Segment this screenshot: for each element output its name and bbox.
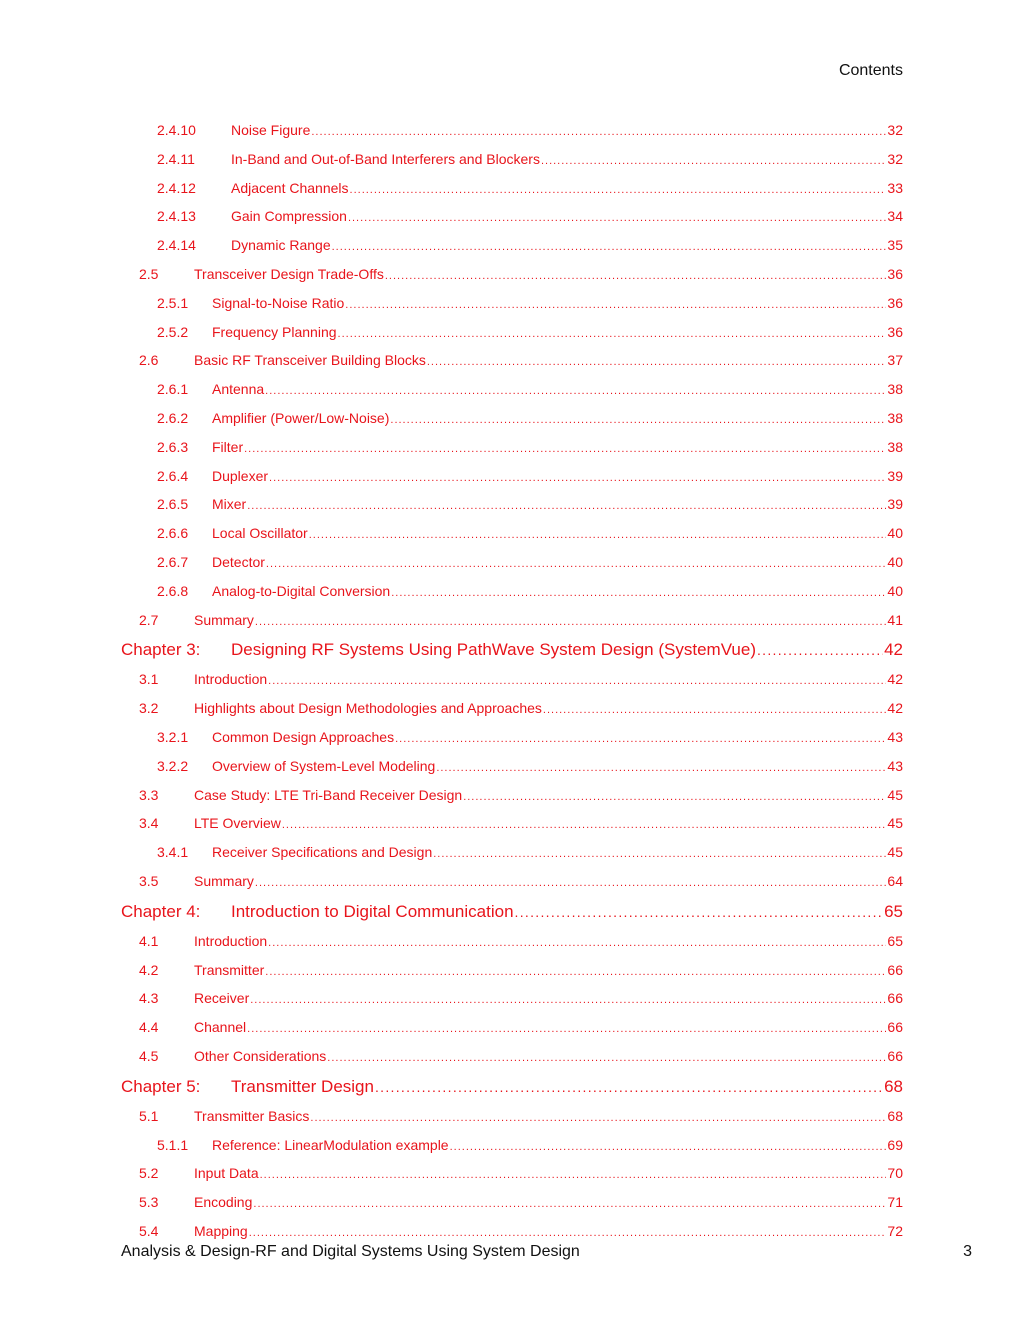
toc-entry-page: 42 (887, 700, 903, 717)
toc-entry[interactable] (0, 552, 903, 574)
footer-document-title: Analysis & Design-RF and Digital Systems Using System Design (121, 1243, 580, 1260)
toc-entry-title: Local Oscillator (212, 525, 308, 542)
toc-entry-page: 33 (887, 179, 903, 196)
toc-entry-number: 4.2 (139, 961, 159, 978)
toc-leader-dots (463, 787, 886, 807)
toc-chapter-entry[interactable] (0, 639, 903, 661)
toc-entry-page: 72 (887, 1223, 903, 1239)
toc-leader-dots (345, 295, 886, 315)
toc-entry-title: Mixer (212, 496, 247, 513)
toc-entry-title: Summary (194, 873, 254, 889)
toc-entry-title: Frequency Planning (212, 323, 337, 340)
toc-leader-dots (348, 208, 886, 228)
toc-entry-title: Analog-to-Digital Conversion (212, 582, 391, 599)
toc-entry-number: 2.4.10 (157, 122, 196, 138)
toc-entry-page: 70 (887, 1165, 903, 1182)
toc-entry[interactable] (0, 1017, 903, 1039)
toc-entry-number: 5.1 (139, 1107, 159, 1124)
toc-entry-title: Receiver (194, 990, 250, 1007)
toc-entry[interactable] (0, 931, 903, 953)
toc-entry-title: Introduction to Digital Communication (231, 901, 514, 921)
toc-entry-page: 38 (887, 381, 903, 398)
toc-entry-title: LTE Overview (194, 815, 281, 832)
toc-entry-page: 32 (887, 150, 903, 167)
page-header-title: Contents (838, 62, 903, 79)
toc-leader-dots (265, 381, 886, 401)
toc-entry-page: 45 (887, 815, 903, 832)
toc-leader-dots (255, 873, 887, 893)
toc-entry-page: 66 (887, 990, 903, 1007)
toc-entry-title: Filter (212, 438, 244, 455)
toc-entry-page: 36 (887, 294, 903, 311)
toc-entry-title: Overview of System-Level Modeling (212, 757, 436, 774)
toc-entry-page: 40 (887, 554, 903, 570)
toc-entry-number: 3.2.1 (157, 729, 189, 745)
toc-entry-page: 68 (884, 1076, 903, 1096)
toc-entry[interactable] (0, 264, 903, 286)
toc-entry-title: Transmitter Basics (194, 1107, 310, 1124)
toc-entry-number: 2.5 (139, 266, 159, 282)
toc-entry[interactable] (0, 842, 903, 864)
toc-entry-title: Dynamic Range (231, 237, 331, 254)
toc-entry-title: Case Study: LTE Tri-Band Receiver Design (194, 786, 463, 803)
toc-entry-page: 37 (887, 352, 903, 369)
toc-entry-page: 43 (887, 729, 903, 745)
toc-entry-page: 36 (887, 266, 903, 282)
toc-entry[interactable] (0, 756, 903, 778)
toc-entry-number: Chapter 5: (121, 1076, 201, 1096)
toc-entry-page: 38 (887, 438, 903, 455)
toc-entry-page: 45 (887, 844, 903, 861)
toc-leader-dots (515, 901, 884, 923)
toc-leader-dots (282, 815, 887, 835)
toc-entry-title: Transceiver Design Trade-Offs (194, 266, 384, 282)
toc-leader-dots (541, 151, 886, 171)
toc-entry[interactable] (0, 1163, 903, 1185)
toc-entry-number: 2.6.8 (157, 582, 189, 599)
toc-entry-number: 3.4.1 (157, 844, 189, 861)
toc-entry-title: Common Design Approaches (212, 729, 395, 745)
toc-leader-dots (249, 1223, 887, 1243)
toc-entry-page: 45 (887, 786, 903, 803)
toc-leader-dots (390, 410, 886, 430)
toc-entry[interactable] (0, 610, 903, 632)
toc-entry-title: Amplifier (Power/Low-Noise) (212, 410, 390, 426)
toc-entry-number: 4.4 (139, 1019, 159, 1036)
toc-entry-number: 4.3 (139, 990, 159, 1007)
toc-entry[interactable] (0, 988, 903, 1010)
toc-entry[interactable] (0, 1221, 903, 1243)
toc-leader-dots (253, 1194, 886, 1214)
toc-entry[interactable] (0, 466, 903, 488)
toc-entry-number: 2.6.6 (157, 525, 189, 542)
toc-entry-page: 41 (887, 611, 903, 628)
toc-entry-page: 42 (887, 671, 903, 688)
toc-entry-page: 66 (887, 1048, 903, 1064)
toc-leader-dots (433, 844, 886, 864)
toc-leader-dots (310, 1108, 886, 1128)
toc-entry[interactable] (0, 178, 903, 200)
toc-entry-number: 2.7 (139, 611, 159, 628)
toc-entry-number: 5.1.1 (157, 1136, 189, 1153)
toc-entry-page: 66 (887, 1019, 903, 1036)
toc-leader-dots (309, 525, 887, 545)
toc-entry-number: 2.4.14 (157, 237, 196, 254)
toc-entry-page: 65 (884, 901, 903, 921)
toc-entry-number: 3.3 (139, 786, 159, 803)
toc-entry-number: 2.6.1 (157, 381, 189, 398)
toc-entry[interactable] (0, 1135, 903, 1157)
toc-leader-dots (395, 729, 886, 749)
toc-entry-number: 2.6.5 (157, 496, 189, 513)
toc-leader-dots (436, 758, 886, 778)
toc-entry-number: 3.1 (139, 671, 159, 688)
toc-entry[interactable] (0, 408, 903, 430)
toc-entry-page: 68 (887, 1107, 903, 1124)
toc-entry-number: 5.2 (139, 1165, 159, 1182)
toc-entry-page: 39 (887, 467, 903, 484)
toc-entry-page: 39 (887, 496, 903, 513)
toc-entry-page: 38 (887, 410, 903, 426)
toc-leader-dots (327, 1048, 886, 1068)
toc-entry-page: 35 (887, 237, 903, 254)
toc-entry[interactable] (0, 293, 903, 315)
toc-leader-dots (338, 324, 887, 344)
toc-entry[interactable] (0, 1046, 903, 1068)
toc-entry-number: 3.2.2 (157, 757, 189, 774)
toc-entry-number: 2.5.2 (157, 323, 189, 340)
toc-entry-number: Chapter 4: (121, 901, 201, 921)
toc-entry-title: Signal-to-Noise Ratio (212, 294, 345, 311)
toc-entry-number: 2.4.11 (157, 150, 195, 167)
toc-leader-dots (269, 468, 886, 488)
toc-entry[interactable] (0, 581, 903, 603)
toc-entry[interactable] (0, 1106, 903, 1128)
toc-entry-number: 2.5.1 (157, 294, 189, 311)
toc-entry-page: 34 (887, 208, 903, 225)
toc-leader-dots (385, 266, 887, 286)
toc-entry-number: 3.5 (139, 873, 159, 889)
toc-entry-number: Chapter 3: (121, 640, 201, 660)
toc-leader-dots (247, 496, 886, 516)
toc-entry-number: 4.1 (139, 932, 159, 949)
toc-entry-page: 40 (887, 525, 903, 542)
toc-leader-dots (265, 962, 886, 982)
toc-entry-title: Highlights about Design Methodologies and Approaches (194, 700, 542, 717)
toc-entry[interactable] (0, 235, 903, 257)
toc-entry-title: Basic RF Transceiver Building Blocks (194, 352, 426, 369)
toc-entry-title: Antenna (212, 381, 265, 398)
toc-entry-number: 2.6.3 (157, 438, 189, 455)
toc-entry[interactable] (0, 437, 903, 459)
toc-leader-dots (266, 554, 887, 574)
toc-entry-title: Mapping (194, 1223, 248, 1239)
toc-entry-title: Transmitter (194, 961, 265, 978)
toc-leader-dots (332, 237, 887, 257)
toc-leader-dots (450, 1137, 887, 1157)
toc-leader-dots (255, 612, 887, 632)
toc-entry-page: 32 (887, 122, 903, 138)
toc-leader-dots (247, 1019, 886, 1039)
toc-entry[interactable] (0, 149, 903, 171)
toc-leader-dots (244, 439, 886, 459)
toc-entry-page: 69 (887, 1136, 903, 1153)
toc-entry[interactable] (0, 960, 903, 982)
toc-entry-title: Designing RF Systems Using PathWave System Design (SystemVue) (231, 640, 756, 660)
toc-entry[interactable] (0, 1192, 903, 1214)
toc-leader-dots (427, 352, 887, 372)
toc-entry-title: Introduction (194, 671, 268, 688)
toc-entry[interactable] (0, 379, 903, 401)
toc-entry[interactable] (0, 523, 903, 545)
toc-entry-page: 40 (887, 582, 903, 599)
toc-leader-dots (391, 583, 886, 603)
toc-chapter-entry[interactable] (0, 901, 903, 923)
toc-leader-dots (350, 180, 887, 200)
toc-entry[interactable] (0, 494, 903, 516)
toc-entry-title: Summary (194, 611, 254, 628)
toc-entry[interactable] (0, 669, 903, 691)
toc-entry-title: Adjacent Channels (231, 179, 349, 196)
toc-entry-page: 71 (887, 1194, 903, 1211)
toc-entry-title: Receiver Specifications and Design (212, 844, 433, 861)
toc-leader-dots (250, 990, 886, 1010)
toc-entry-page: 42 (884, 640, 903, 660)
toc-entry-page: 66 (887, 961, 903, 978)
toc-leader-dots (757, 639, 883, 661)
toc-entry-title: Encoding (194, 1194, 253, 1211)
toc-entry-number: 2.6.4 (157, 467, 189, 484)
toc-entry-number: 3.2 (139, 700, 159, 717)
toc-entry-title: Gain Compression (231, 208, 347, 225)
toc-entry[interactable] (0, 727, 903, 749)
toc-entry-title: Reference: LinearModulation example (212, 1136, 449, 1153)
toc-entry-title: Transmitter Design (231, 1076, 374, 1096)
toc-leader-dots (268, 671, 886, 691)
toc-leader-dots (311, 122, 886, 142)
toc-entry[interactable] (0, 120, 903, 142)
toc-chapter-entry[interactable] (0, 1076, 903, 1098)
toc-entry-number: 2.4.13 (157, 208, 196, 225)
toc-entry-title: Other Considerations (194, 1048, 327, 1064)
toc-entry-page: 43 (887, 757, 903, 774)
toc-entry[interactable] (0, 322, 903, 344)
toc-leader-dots (543, 700, 887, 720)
toc-entry-number: 5.4 (139, 1223, 159, 1239)
toc-entry-page: 36 (887, 323, 903, 340)
toc-entry-number: 2.6 (139, 352, 159, 369)
toc-entry-page: 65 (887, 932, 903, 949)
toc-entry[interactable] (0, 698, 903, 720)
toc-entry[interactable] (0, 350, 903, 372)
toc-entry-title: Detector (212, 554, 265, 570)
toc-entry-number: 4.5 (139, 1048, 159, 1064)
toc-entry[interactable] (0, 206, 903, 228)
toc-leader-dots (260, 1165, 887, 1185)
toc-entry-number: 2.6.2 (157, 410, 189, 426)
toc-entry-page: 64 (887, 873, 903, 889)
toc-entry-number: 2.6.7 (157, 554, 189, 570)
toc-entry-title: Input Data (194, 1165, 259, 1182)
toc-entry-title: In-Band and Out-of-Band Interferers and Blockers (231, 150, 540, 167)
toc-entry[interactable] (0, 813, 903, 835)
toc-entry-title: Duplexer (212, 467, 269, 484)
toc-entry[interactable] (0, 871, 903, 893)
toc-entry-number: 2.4.12 (157, 179, 196, 196)
toc-entry-title: Channel (194, 1019, 247, 1036)
footer-page-number: 3 (963, 1243, 972, 1260)
toc-leader-dots (268, 933, 886, 953)
toc-entry-title: Introduction (194, 932, 268, 949)
toc-entry-number: 5.3 (139, 1194, 159, 1211)
toc-entry-title: Noise Figure (231, 122, 311, 138)
toc-entry[interactable] (0, 785, 903, 807)
toc-leader-dots (375, 1076, 883, 1098)
toc-entry-number: 3.4 (139, 815, 159, 832)
